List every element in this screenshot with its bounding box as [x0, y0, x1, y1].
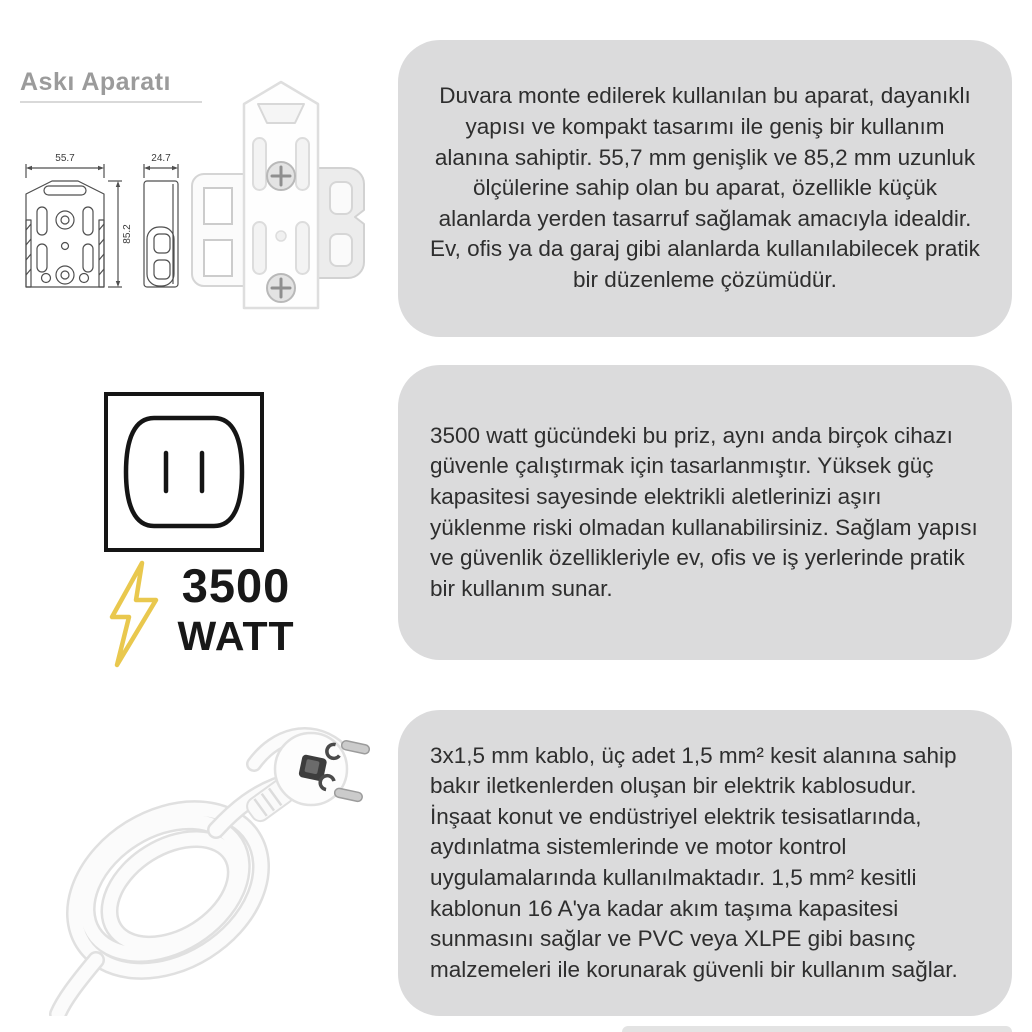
technical-drawing — [16, 150, 198, 318]
next-box-edge — [622, 1026, 1012, 1032]
dimension-depth-label: 24.7 — [151, 153, 171, 164]
lightning-bolt-icon — [96, 558, 170, 670]
cable-description-text: 3x1,5 mm kablo, üç adet 1,5 mm² kesit alanına sahip bakır iletkenlerden oluşan bir elektrik kablosudur. İnşaat konut ve endüstriyel elektrik tesisatlarında, aydınlatma sistemlerinde ve motor kontrol uygulamalarında kullanılmaktadır. 1,5 mm² kesitli kablonun 16 A'ya kadar akım taşıma kapasitesi sunmasını sağlar ve PVC veya XLPE gibi basınç malzemeleri ile korunarak güvenli bir kullanım sağlar. — [430, 742, 958, 982]
title-underline — [20, 101, 202, 103]
power-rating — [176, 559, 296, 659]
power-unit: WATT — [177, 613, 295, 659]
mount-description-box — [398, 40, 1012, 337]
screw-icon — [267, 274, 295, 302]
screw-icon — [267, 162, 295, 190]
power-cable-photo — [18, 712, 370, 1016]
mount-description-text: Duvara monte edilerek kullanılan bu aparat, dayanıklı yapısı ve kompakt tasarımı ile geniş bir kullanım alanına sahiptir. 55,7 mm genişlik ve 85,2 mm uzunluk ölçülerine sahip olan bu aparat, özellikle küçük alanlarda yerden tasarruf sağlamak amacıyla idealdir. Ev, ofis ya da garaj gibi alanlarda kullanılabilecek pratik bir düzenleme çözümüdür. — [430, 83, 980, 292]
section-title-aski-aparati: Askı Aparatı — [20, 68, 171, 96]
power-description-box — [398, 365, 1012, 660]
wall-mount-bracket-photo — [186, 76, 376, 326]
power-outlet-icon — [104, 392, 264, 552]
dimension-width-label: 55.7 — [55, 153, 75, 164]
cable-description-box — [398, 710, 1012, 1016]
power-value: 3500 — [181, 559, 291, 612]
power-description-text: 3500 watt gücündeki bu priz, aynı anda birçok cihazı güvenle çalıştırmak için tasarlanmıştır. Yüksek güç kapasitesi sayesinde elektrikli aletlerinizi aşırı yüklenme riski olmadan kullanabilirsiniz. Sağlam yapısı ve güvenlik özellikleriyle ev, ofis ve iş yerlerinde pratik bir kullanım sunar. — [430, 422, 978, 601]
dimension-height-label: 85.2 — [122, 224, 133, 244]
